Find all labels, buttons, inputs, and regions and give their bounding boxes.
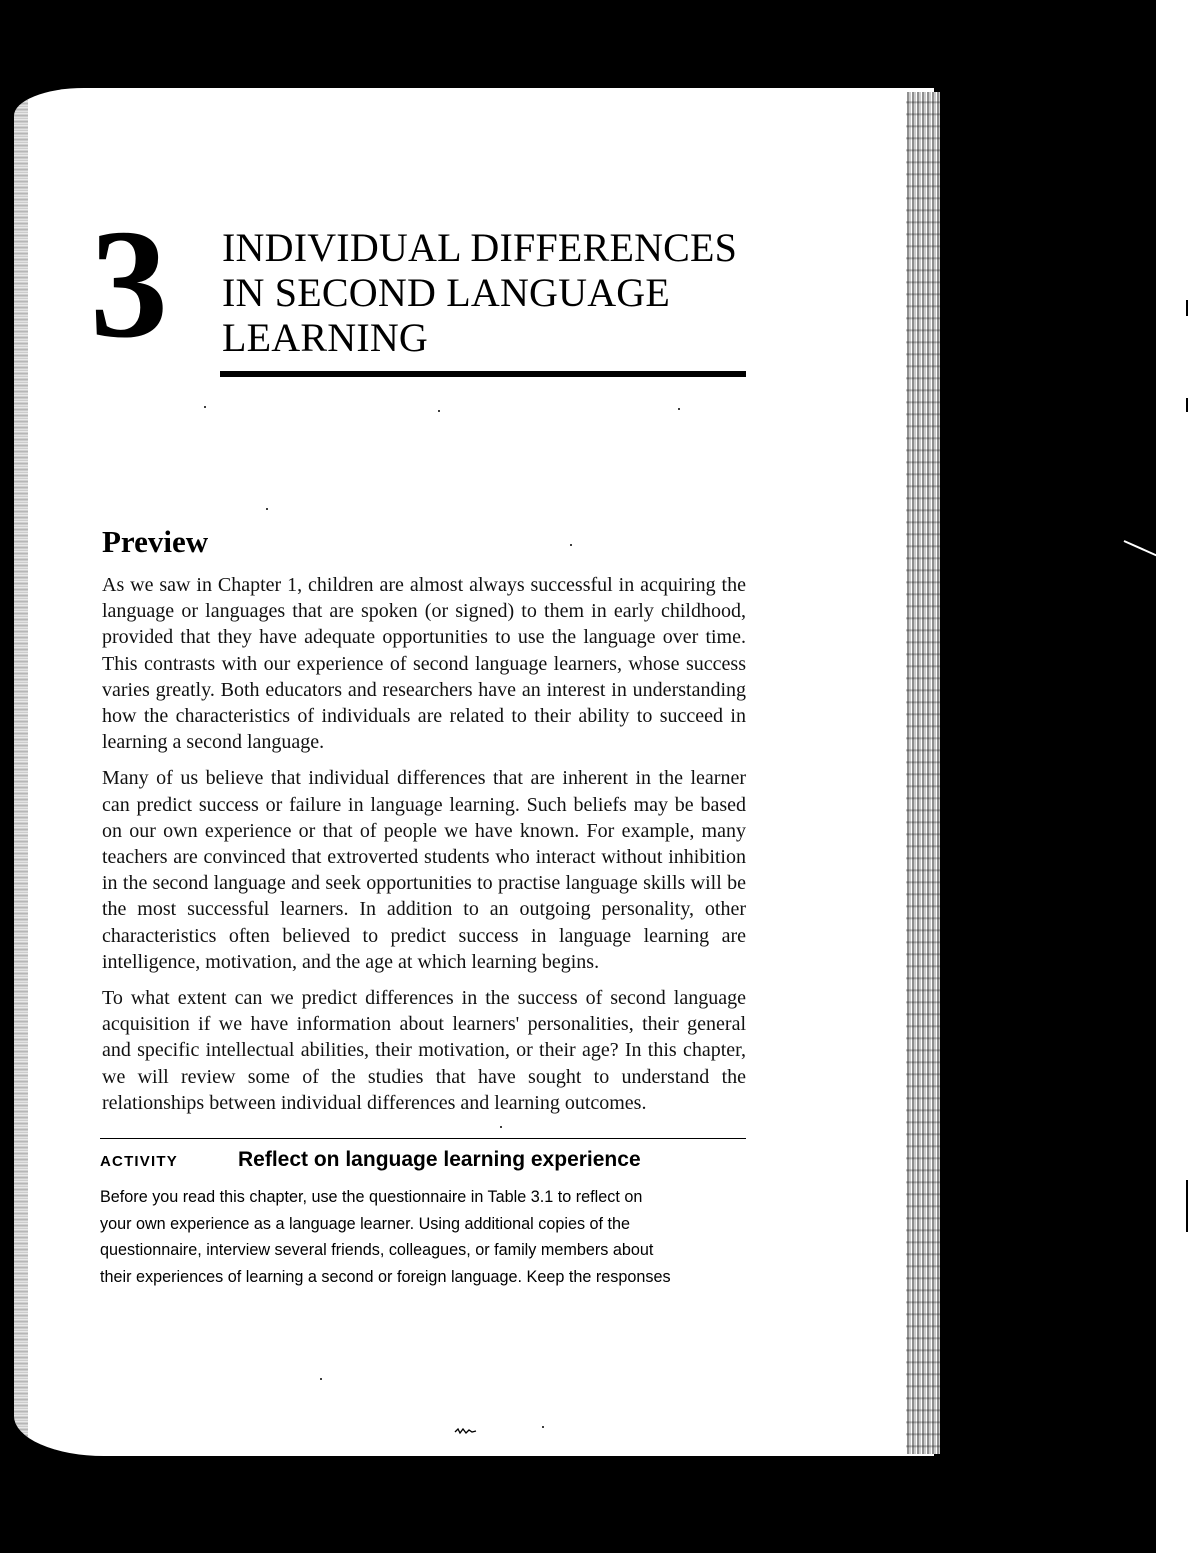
scan-artifact: [1186, 1180, 1188, 1232]
scan-speck: [678, 408, 680, 410]
activity-line: questionnaire, interview several friends, colleagues, or family members about: [100, 1241, 654, 1259]
paragraph: To what extent can we predict differences in the success of second language acquisition if we have information about learners' personalities, their general and specific intellectual abilities, their motivation, or their age? In this chapter, we will review some of the studies that have sought to understand the relationships between individual differences and learning outcomes.: [102, 987, 746, 1114]
activity-line: Before you read this chapter, use the questionnaire in Table 3.1 to reflect on: [100, 1188, 643, 1206]
page-mark: [454, 1426, 480, 1438]
preview-body: [102, 572, 746, 1126]
scan-smudge: [454, 1427, 480, 1435]
scan-artifact: [1186, 398, 1188, 412]
scan-speck: [542, 1426, 544, 1428]
scan-speck: [204, 406, 206, 408]
paragraph: Many of us believe that individual differences that are inherent in the learner can predict success or failure in language learning. Such beliefs may be based on our own experience or that of people we have known. For example, many teachers are convinced that extroverted students who interact without inhibition in the second language and seek opportunities to practise language skills will be the most successful learners. In addition to an outgoing personality, other characteristics often believed to predict success in language learning are intelligence, motivation, and the age at which learning begins.: [102, 767, 746, 973]
scan-speck: [500, 1126, 502, 1128]
chapter-title: [222, 225, 737, 360]
scan-speck: [320, 1378, 322, 1380]
activity-header: [100, 1148, 746, 1172]
chapter-title-line: INDIVIDUAL DIFFERENCES: [222, 225, 738, 270]
adjacent-page-edge: [1156, 0, 1200, 1553]
scan-speck: [266, 508, 268, 510]
activity-body: [100, 1184, 750, 1290]
scan-artifact: [1186, 300, 1188, 316]
scan-speck: [438, 410, 440, 412]
page-stack-edge: [906, 92, 940, 1454]
book-page: [14, 88, 934, 1456]
activity-line: their experiences of learning a second or foreign language. Keep the responses: [100, 1267, 671, 1286]
chapter-title-line: LEARNING: [222, 315, 429, 360]
paragraph: As we saw in Chapter 1, children are almost always successful in acquiring the language or languages that are spoken (or signed) to them in early childhood, provided that they have adequate opportunities to use the language over time. This contrasts with our experience of second language learners, whose success varies greatly. Both educators and researchers have an interest in understanding how the characteristics of individuals are related to their ability to succeed in learning a second language.: [102, 574, 746, 754]
activity-line: your own experience as a language learner. Using additional copies of the: [100, 1214, 631, 1233]
chapter-number: 3: [90, 197, 168, 370]
title-rule: [220, 371, 746, 377]
activity-title: Reflect on language learning experience: [238, 1148, 641, 1171]
activity-divider: [100, 1138, 746, 1139]
chapter-title-line: IN SECOND LANGUAGE: [222, 270, 671, 315]
section-heading: Preview: [102, 524, 209, 559]
scan-speck: [570, 544, 572, 546]
activity-label: ACTIVITY: [100, 1153, 178, 1170]
page-spine-shadow: [14, 88, 28, 1456]
